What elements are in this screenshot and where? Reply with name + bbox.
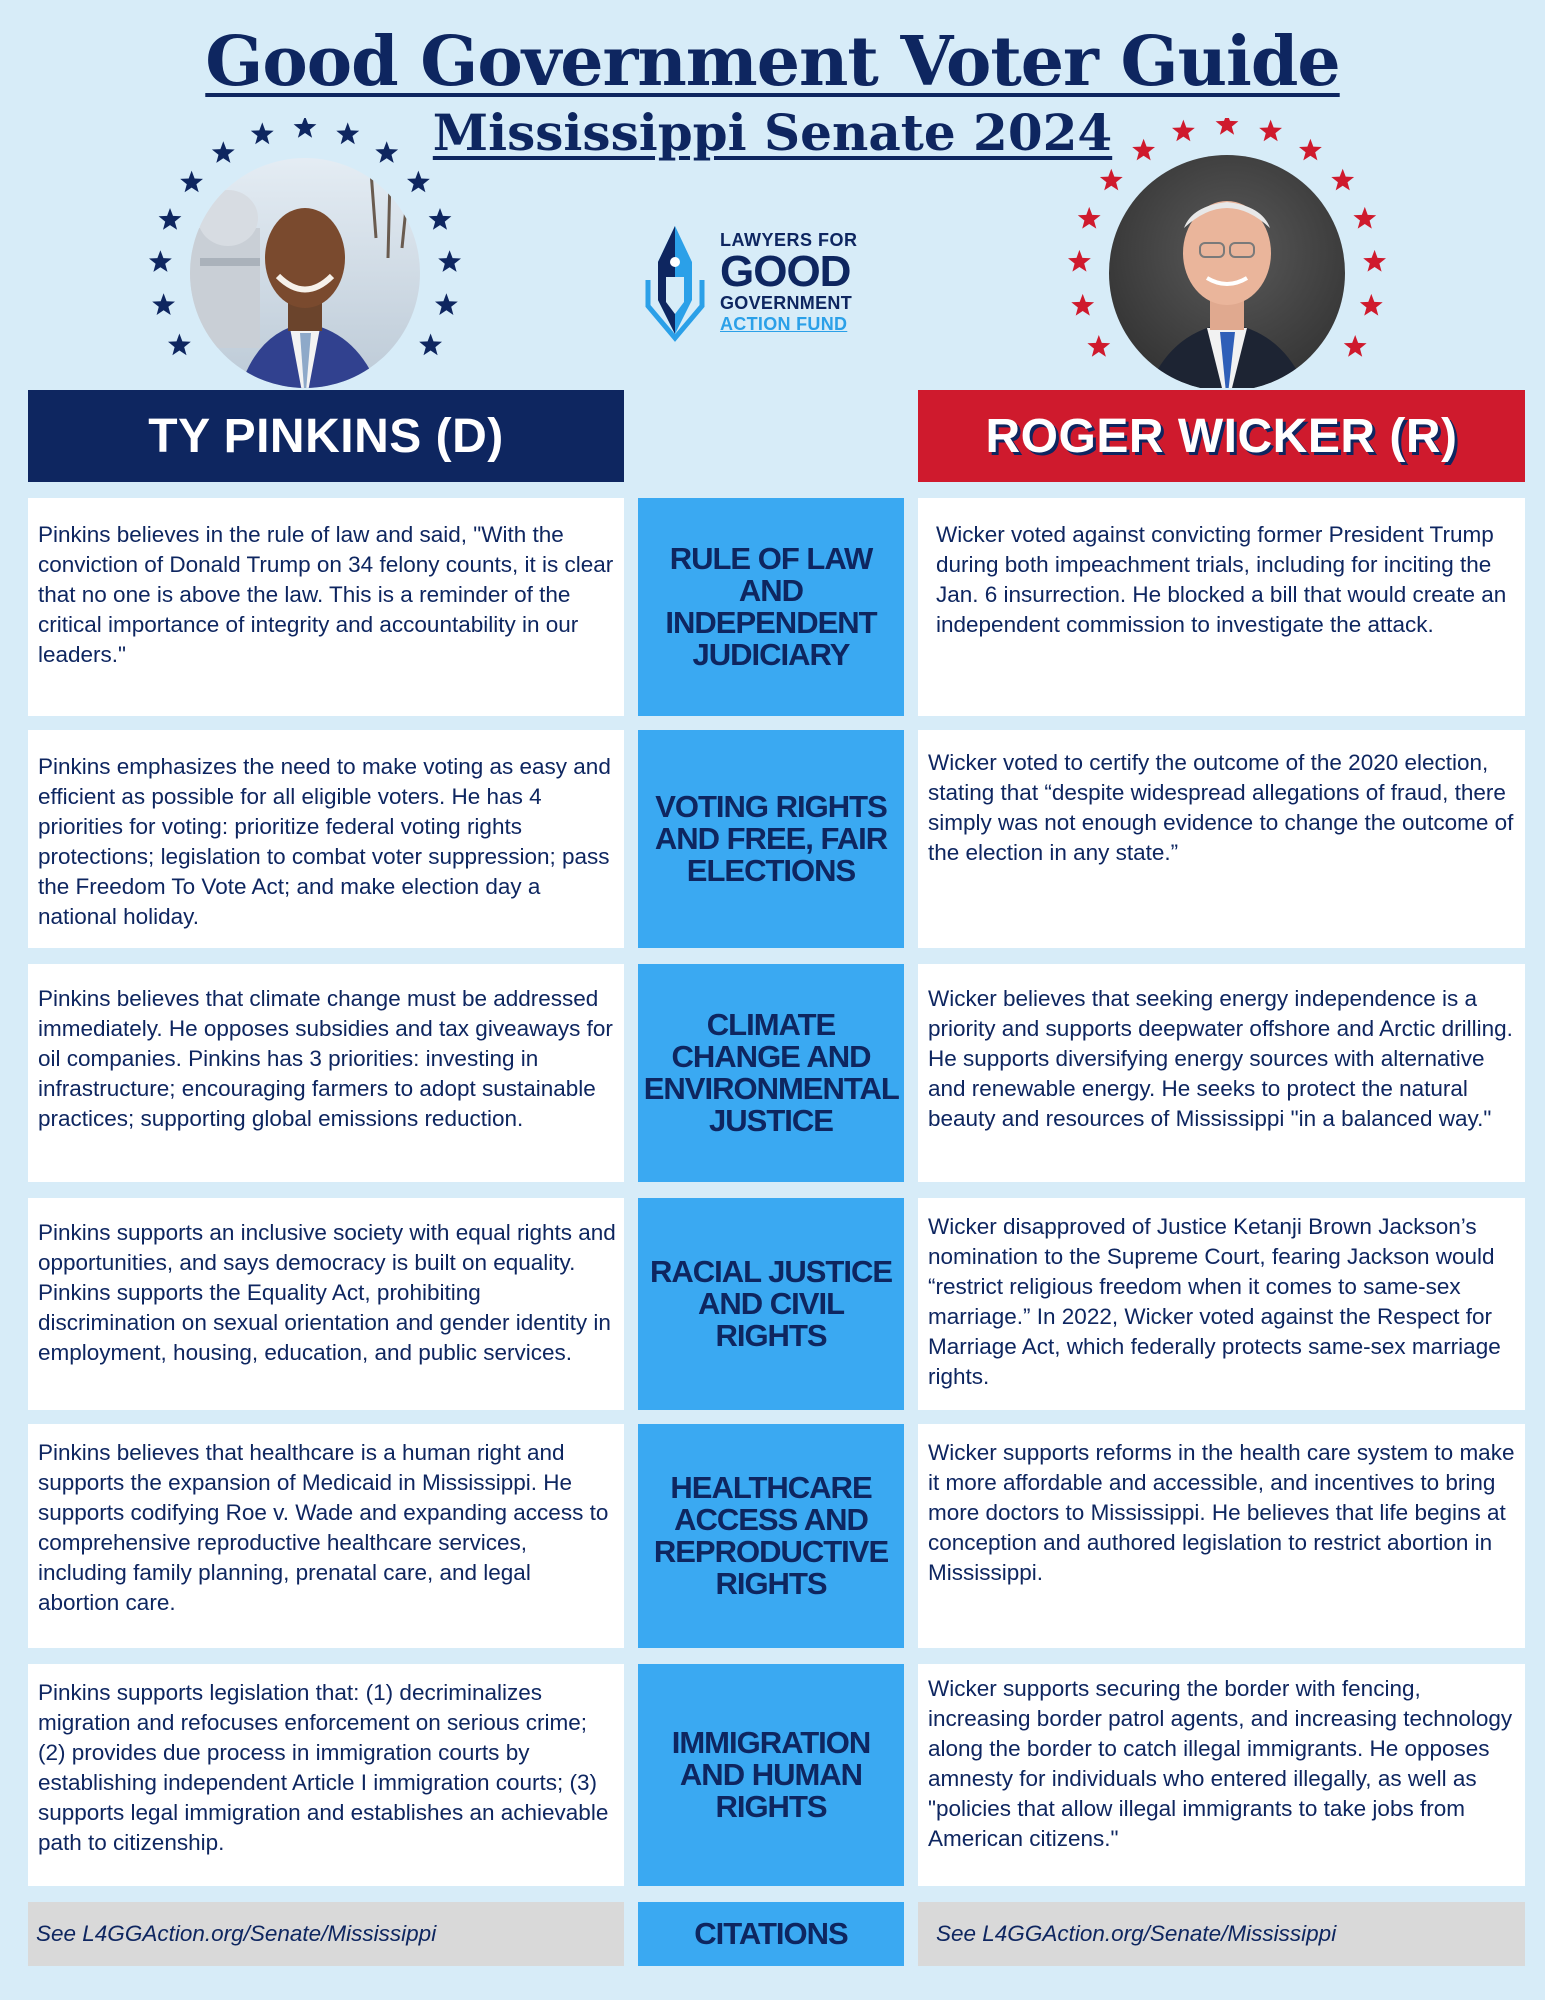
dem-portrait-graphic <box>140 118 470 388</box>
star-icon <box>1068 250 1091 272</box>
dem-candidate-name-banner: TY PINKINS (D) <box>28 390 624 482</box>
dem-position-climate: Pinkins believes that climate change must be addressed immediately. He opposes subsidies and tax giveaways for oil companies. Pinkins has 3 priorities: investing in infrastructure; encouraging farmers to adopt sustainable practices; supporting global emissions reduction. <box>28 964 624 1182</box>
star-icon <box>168 334 191 356</box>
star-icon <box>152 293 175 315</box>
logo-line-4: ACTION FUND <box>720 314 848 334</box>
organization-logo <box>640 222 900 342</box>
star-icon <box>149 250 172 272</box>
rep-position-voting-rights: Wicker voted to certify the outcome of the 2020 election, stating that “despite widespread allegations of fraud, there simply was not enough evidence to change the outcome of the election in any state.” <box>918 730 1525 948</box>
citations-label: CITATIONS <box>638 1902 904 1966</box>
rep-position-healthcare: Wicker supports reforms in the health care system to make it more affordable and accessible, and incentives to bring more doctors to Mississippi. He believes that life begins at conception and authored legislation to restrict abortion in Mississippi. <box>918 1424 1525 1648</box>
star-icon <box>1353 207 1376 229</box>
star-icon <box>1299 139 1322 161</box>
logo-line-1: LAWYERS FOR <box>720 230 858 250</box>
star-icon <box>1078 207 1101 229</box>
rep-position-civil-rights: Wicker disapproved of Justice Ketanji Brown Jackson’s nomination to the Supreme Court, fearing Jackson would “restrict religious freedom when it comes to same-sex marriage.” In 2022, Wicker voted against the Respect for Marriage Act, which federally protects same-sex marriage rights. <box>918 1198 1525 1410</box>
star-icon <box>1100 169 1123 191</box>
topic-climate: CLIMATE CHANGE AND ENVIRONMENTAL JUSTICE <box>638 964 904 1182</box>
topic-healthcare: HEALTHCARE ACCESS AND REPRODUCTIVE RIGHTS <box>638 1424 904 1648</box>
star-icon <box>429 208 452 230</box>
pen-nib-shield-icon <box>640 222 710 342</box>
star-icon <box>180 171 203 193</box>
topic-rule-of-law: RULE OF LAW AND INDEPENDENT JUDICIARY <box>638 498 904 716</box>
dem-position-voting-rights: Pinkins emphasizes the need to make voting as easy and efficient as possible for all eligible voters. He has 4 priorities for voting: prioritize federal voting rights protections; legislation to combat voter suppression; pass the Freedom To Vote Act; and make election day a national holiday. <box>28 730 624 948</box>
star-icon <box>1132 139 1155 161</box>
rep-position-climate: Wicker believes that seeking energy independence is a priority and supports deepwater offshore and Arctic drilling. He supports diversifying energy sources with alternative and renewable energy. He seeks to protect the natural beauty and resources of Mississippi "in a balanced way." <box>918 964 1525 1182</box>
dem-position-immigration: Pinkins supports legislation that: (1) decriminalizes migration and refocuses enforcement on serious crime; (2) provides due process in immigration courts by establishing independent Article I immigration courts; (3) supports legal immigration and establishes an achievable path to citizenship. <box>28 1664 624 1886</box>
star-icon <box>1259 120 1282 142</box>
star-icon <box>336 122 359 144</box>
star-icon <box>1216 118 1239 135</box>
rep-citation: See L4GGAction.org/Senate/Mississippi <box>918 1902 1525 1966</box>
topic-civil-rights: RACIAL JUSTICE AND CIVIL RIGHTS <box>638 1198 904 1410</box>
topic-immigration: IMMIGRATION AND HUMAN RIGHTS <box>638 1664 904 1886</box>
star-icon <box>375 141 398 163</box>
rep-position-immigration: Wicker supports securing the border with fencing, increasing border patrol agents, and increasing technology along the border to catch illegal immigrants. He opposes amnesty for individuals who entered illegally, as well as "policies that allow illegal immigrants to take jobs from American citizens." <box>918 1664 1525 1886</box>
dem-position-civil-rights: Pinkins supports an inclusive society with equal rights and opportunities, and says democracy is built on equality. Pinkins supports the Equality Act, prohibiting discrimination on sexual orientation and gender identity in employment, housing, education, and public services. <box>28 1198 624 1410</box>
dem-candidate-portrait <box>140 118 470 388</box>
rep-candidate-name-banner: ROGER WICKER (R) <box>918 390 1525 482</box>
star-icon <box>159 208 182 230</box>
logo-line-3: GOVERNMENT <box>720 293 853 313</box>
page-title: Good Government Voter Guide <box>205 22 1340 102</box>
star-icon <box>1331 169 1354 191</box>
star-icon <box>1360 294 1383 316</box>
star-icon <box>419 334 442 356</box>
star-icon <box>294 118 317 138</box>
star-icon <box>1172 120 1195 142</box>
topic-voting-rights: VOTING RIGHTS AND FREE, FAIR ELECTIONS <box>638 730 904 948</box>
logo-line-2: GOOD <box>720 247 851 296</box>
rep-portrait-graphic <box>1062 118 1392 388</box>
star-icon <box>1344 335 1367 357</box>
star-icon <box>435 293 458 315</box>
star-icon <box>212 141 235 163</box>
star-icon <box>438 250 461 272</box>
dem-position-healthcare: Pinkins believes that healthcare is a human right and supports the expansion of Medicaid in Mississippi. He supports codifying Roe v. Wade and expanding access to comprehensive reproductive healthcare services, including family planning, prenatal care, and legal abortion care. <box>28 1424 624 1648</box>
dem-position-rule-of-law: Pinkins believes in the rule of law and said, "With the conviction of Donald Trump on 34 felony counts, it is clear that no one is above the law. This is a reminder of the critical importance of integrity and accountability in our leaders." <box>28 498 624 716</box>
rep-position-rule-of-law: Wicker voted against convicting former President Trump during both impeachment trials, including for inciting the Jan. 6 insurrection. He blocked a bill that would create an independent commission to investigate the attack. <box>918 498 1525 716</box>
star-icon <box>251 122 274 144</box>
star-icon <box>1363 250 1386 272</box>
dem-citation: See L4GGAction.org/Senate/Mississippi <box>28 1902 624 1966</box>
star-icon <box>1087 335 1110 357</box>
page-subtitle: Mississippi Senate 2024 <box>432 103 1113 162</box>
star-icon <box>407 171 430 193</box>
rep-candidate-portrait <box>1062 118 1392 388</box>
star-icon <box>1071 294 1094 316</box>
